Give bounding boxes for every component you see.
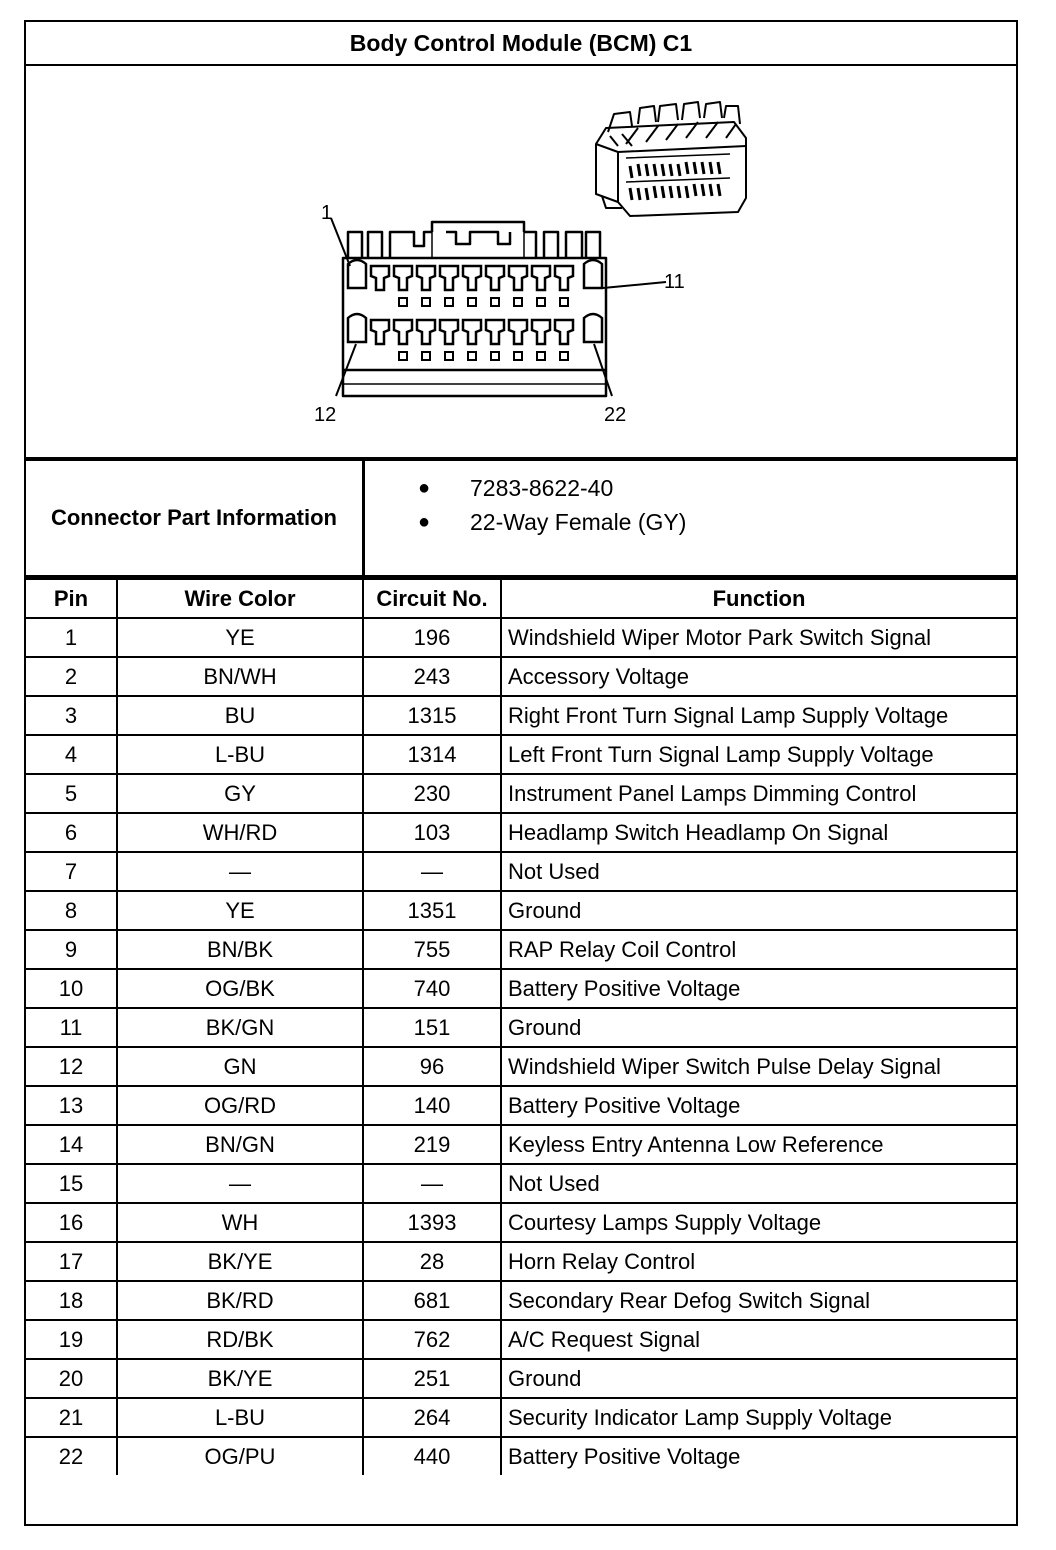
table-header-row	[26, 579, 1016, 618]
cell-wire-color: —	[117, 852, 363, 891]
cell-wire-color: YE	[117, 618, 363, 657]
connector-part-info	[26, 461, 1016, 578]
cell-circuit-no: 762	[363, 1320, 501, 1359]
terminal-lock-window	[514, 298, 522, 306]
cell-circuit-no: 264	[363, 1398, 501, 1437]
cell-wire-color: BN/GN	[117, 1125, 363, 1164]
part-info-item	[418, 471, 686, 505]
table-row	[26, 657, 1016, 696]
cell-wire-color: WH/RD	[117, 813, 363, 852]
cell-circuit-no: 28	[363, 1242, 501, 1281]
cell-function: Ground	[501, 1359, 1016, 1398]
terminal-lock-window	[445, 298, 453, 306]
terminal-lock-window	[422, 298, 430, 306]
callout-pin-11: 11	[664, 271, 685, 293]
cell-wire-color: BN/WH	[117, 657, 363, 696]
cell-pin: 17	[26, 1242, 117, 1281]
cell-function: Headlamp Switch Headlamp On Signal	[501, 813, 1016, 852]
cell-function: Not Used	[501, 1164, 1016, 1203]
terminal-lock-window	[537, 298, 545, 306]
cell-function: Security Indicator Lamp Supply Voltage	[501, 1398, 1016, 1437]
table-row	[26, 1047, 1016, 1086]
cell-pin: 9	[26, 930, 117, 969]
cell-pin: 19	[26, 1320, 117, 1359]
cell-pin: 12	[26, 1047, 117, 1086]
table-row	[26, 1203, 1016, 1242]
cell-function: Courtesy Lamps Supply Voltage	[501, 1203, 1016, 1242]
header-pin: Pin	[26, 579, 117, 618]
cell-function: Accessory Voltage	[501, 657, 1016, 696]
cell-function: Horn Relay Control	[501, 1242, 1016, 1281]
cell-wire-color: OG/BK	[117, 969, 363, 1008]
terminal-lock-window	[537, 352, 545, 360]
table-row	[26, 1008, 1016, 1047]
terminal-lock-window	[514, 352, 522, 360]
cell-function: Ground	[501, 891, 1016, 930]
cell-circuit-no: 151	[363, 1008, 501, 1047]
callout-pin-12: 12	[314, 404, 337, 426]
header-circuit-no: Circuit No.	[363, 579, 501, 618]
cell-circuit-no: 196	[363, 618, 501, 657]
cell-wire-color: BK/YE	[117, 1242, 363, 1281]
table-row	[26, 1320, 1016, 1359]
terminal-lock-window	[399, 352, 407, 360]
table-row	[26, 1086, 1016, 1125]
cell-function: Secondary Rear Defog Switch Signal	[501, 1281, 1016, 1320]
cell-pin: 8	[26, 891, 117, 930]
cell-function: Windshield Wiper Switch Pulse Delay Signal	[501, 1047, 1016, 1086]
cell-pin: 13	[26, 1086, 117, 1125]
terminal-lock-window	[468, 352, 476, 360]
cell-wire-color: YE	[117, 891, 363, 930]
cell-function: Windshield Wiper Motor Park Switch Signal	[501, 618, 1016, 657]
cell-circuit-no: 140	[363, 1086, 501, 1125]
cell-circuit-no: 740	[363, 969, 501, 1008]
table-row	[26, 1359, 1016, 1398]
cell-circuit-no: 219	[363, 1125, 501, 1164]
bullet-icon: ●	[418, 510, 431, 533]
callout-pin-1: 1	[321, 202, 333, 224]
cell-wire-color: BN/BK	[117, 930, 363, 969]
connector-3d-view	[596, 102, 746, 216]
table-row	[26, 969, 1016, 1008]
cell-wire-color: GY	[117, 774, 363, 813]
cell-function: Battery Positive Voltage	[501, 1437, 1016, 1475]
cell-circuit-no: 681	[363, 1281, 501, 1320]
terminal-lock-window	[560, 298, 568, 306]
cell-pin: 6	[26, 813, 117, 852]
cell-circuit-no: 96	[363, 1047, 501, 1086]
cell-function: RAP Relay Coil Control	[501, 930, 1016, 969]
cell-pin: 21	[26, 1398, 117, 1437]
cell-wire-color: L-BU	[117, 735, 363, 774]
cell-function: Battery Positive Voltage	[501, 1086, 1016, 1125]
cell-circuit-no: 1315	[363, 696, 501, 735]
terminal-lock-window	[491, 352, 499, 360]
cell-wire-color: BU	[117, 696, 363, 735]
table-row	[26, 891, 1016, 930]
cell-circuit-no: —	[363, 1164, 501, 1203]
cell-pin: 5	[26, 774, 117, 813]
header-function: Function	[501, 579, 1016, 618]
part-number: 7283-8622-40	[470, 474, 614, 501]
table-row	[26, 618, 1016, 657]
cell-circuit-no: —	[363, 852, 501, 891]
cell-pin: 1	[26, 618, 117, 657]
table-row	[26, 1437, 1016, 1475]
table-row	[26, 930, 1016, 969]
table-row	[26, 735, 1016, 774]
connector-sheet	[24, 20, 1018, 1526]
table-row	[26, 1125, 1016, 1164]
table-row	[26, 813, 1016, 852]
cell-wire-color: L-BU	[117, 1398, 363, 1437]
cell-pin: 11	[26, 1008, 117, 1047]
terminal-lock-window	[422, 352, 430, 360]
table-row	[26, 1164, 1016, 1203]
terminal-lock-window	[445, 352, 453, 360]
table-row	[26, 774, 1016, 813]
terminal-lock-window	[491, 298, 499, 306]
cell-pin: 4	[26, 735, 117, 774]
cell-circuit-no: 103	[363, 813, 501, 852]
cell-wire-color: BK/RD	[117, 1281, 363, 1320]
cell-circuit-no: 1393	[363, 1203, 501, 1242]
terminal-lock-window	[399, 298, 407, 306]
cell-function: Left Front Turn Signal Lamp Supply Voltage	[501, 735, 1016, 774]
table-row	[26, 1398, 1016, 1437]
table-row	[26, 1281, 1016, 1320]
page-title: Body Control Module (BCM) C1	[26, 22, 1016, 66]
cell-pin: 10	[26, 969, 117, 1008]
terminal-lock-window	[468, 298, 476, 306]
table-row	[26, 852, 1016, 891]
cell-function: Not Used	[501, 852, 1016, 891]
cell-pin: 16	[26, 1203, 117, 1242]
cell-circuit-no: 251	[363, 1359, 501, 1398]
connector-description: 22-Way Female (GY)	[470, 508, 687, 535]
header-wire-color: Wire Color	[117, 579, 363, 618]
cell-pin: 3	[26, 696, 117, 735]
cell-wire-color: BK/GN	[117, 1008, 363, 1047]
cell-function: Keyless Entry Antenna Low Reference	[501, 1125, 1016, 1164]
cell-function: Ground	[501, 1008, 1016, 1047]
cell-function: Right Front Turn Signal Lamp Supply Voltage	[501, 696, 1016, 735]
cell-pin: 18	[26, 1281, 117, 1320]
cell-wire-color: —	[117, 1164, 363, 1203]
cell-wire-color: WH	[117, 1203, 363, 1242]
cell-circuit-no: 1314	[363, 735, 501, 774]
cell-circuit-no: 755	[363, 930, 501, 969]
bullet-icon: ●	[418, 476, 431, 499]
cell-circuit-no: 243	[363, 657, 501, 696]
table-row	[26, 696, 1016, 735]
cell-circuit-no: 230	[363, 774, 501, 813]
cell-wire-color: RD/BK	[117, 1320, 363, 1359]
part-info-list	[418, 471, 686, 539]
cell-pin: 14	[26, 1125, 117, 1164]
cell-function: Battery Positive Voltage	[501, 969, 1016, 1008]
cell-wire-color: GN	[117, 1047, 363, 1086]
cell-wire-color: OG/PU	[117, 1437, 363, 1475]
part-info-item	[418, 505, 686, 539]
cell-function: A/C Request Signal	[501, 1320, 1016, 1359]
cell-circuit-no: 1351	[363, 891, 501, 930]
cell-function: Instrument Panel Lamps Dimming Control	[501, 774, 1016, 813]
cell-pin: 2	[26, 657, 117, 696]
cell-wire-color: OG/RD	[117, 1086, 363, 1125]
cell-pin: 20	[26, 1359, 117, 1398]
terminal-lock-window	[560, 352, 568, 360]
pinout-table	[26, 578, 1016, 1475]
table-row	[26, 1242, 1016, 1281]
cell-wire-color: BK/YE	[117, 1359, 363, 1398]
cell-circuit-no: 440	[363, 1437, 501, 1475]
cell-pin: 15	[26, 1164, 117, 1203]
connector-front-view	[343, 222, 606, 396]
cell-pin: 7	[26, 852, 117, 891]
callout-pin-22: 22	[604, 404, 627, 426]
part-info-label: Connector Part Information	[26, 461, 365, 575]
cell-pin: 22	[26, 1437, 117, 1475]
connector-figure	[26, 66, 1016, 461]
